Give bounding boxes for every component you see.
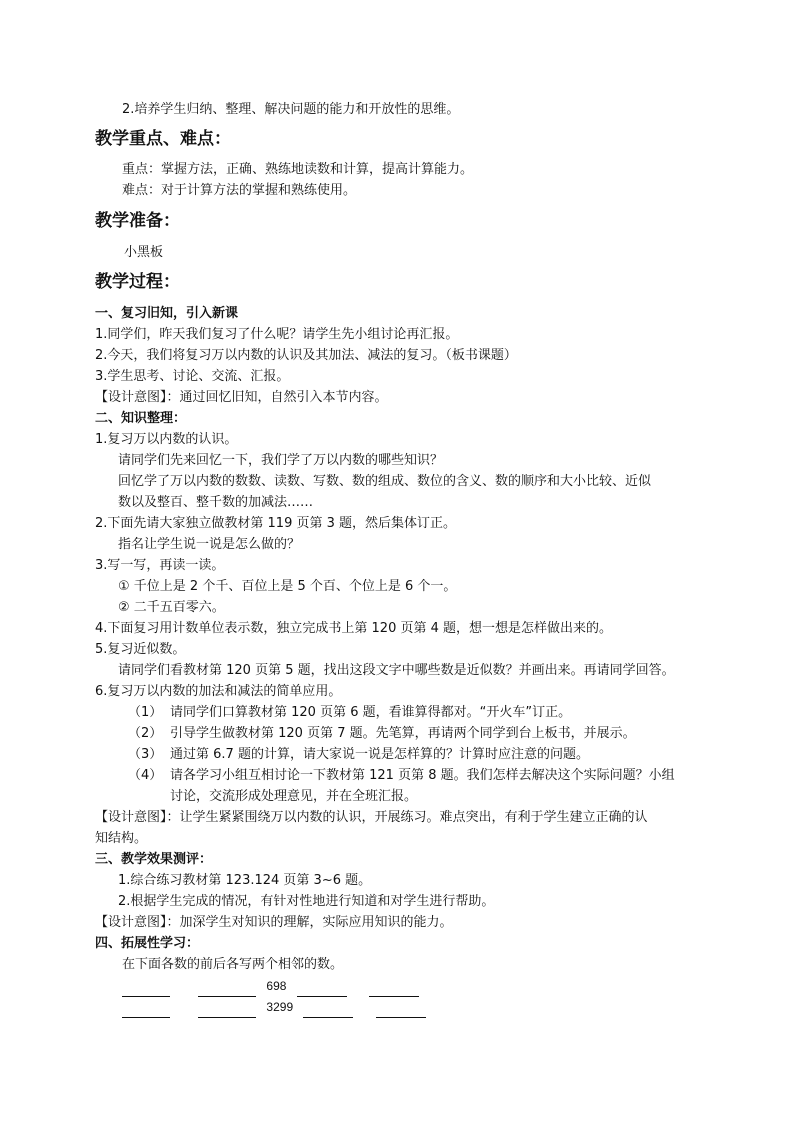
text-line: ② 二千五百零六。 xyxy=(118,600,225,615)
answer-blank[interactable] xyxy=(122,982,170,997)
text-line: 5.复习近似数。 xyxy=(95,642,186,657)
text-line: 6.复习万以内数的加法和减法的简单应用。 xyxy=(95,684,342,699)
text-line: 3.学生思考、讨论、交流、汇报。 xyxy=(95,369,290,384)
list-item-continued: 讨论，交流形成处理意见，并在全班汇报。 xyxy=(170,789,418,804)
preparation-item: 小黑板 xyxy=(124,245,164,260)
list-number: （3） xyxy=(128,747,163,762)
list-item: 引导学生做教材第 120 页第 7 题。先笔算，再请两个同学到台上板书，并展示。 xyxy=(170,726,636,741)
text-line: 2.今天，我们将复习万以内数的认识及其加法、减法的复习。（板书课题） xyxy=(95,348,517,363)
text-line: 回忆学了万以内数的数数、读数、写数、数的组成、数位的含义、数的顺序和大小比较、近似 xyxy=(118,474,652,489)
exercise-number: 698 xyxy=(266,979,287,993)
key-point-line: 重点：掌握方法，正确、熟练地读数和计算，提高计算能力。 xyxy=(122,162,474,177)
list-item: 请各学习小组互相讨论一下教材第 121 页第 8 题。我们怎样去解决这个实际问题？小组 xyxy=(170,768,675,783)
answer-blank[interactable] xyxy=(198,1003,256,1018)
difficulty-line: 难点：对于计算方法的掌握和熟练使用。 xyxy=(122,183,357,198)
exercise-row-1 xyxy=(122,976,419,997)
answer-blank[interactable] xyxy=(303,1003,353,1018)
section-4-heading: 四、拓展性学习： xyxy=(95,936,200,951)
text-line: 2.下面先请大家独立做教材第 119 页第 3 题，然后集体订正。 xyxy=(95,516,457,531)
exercise-instruction: 在下面各数的前后各写两个相邻的数。 xyxy=(122,957,344,972)
section-1-heading: 一、复习旧知，引入新课 xyxy=(95,306,239,321)
exercise-number: 3299 xyxy=(266,1000,294,1014)
list-number: （2） xyxy=(128,726,163,741)
design-intent-1: 【设计意图】：通过回忆旧知，自然引入本节内容。 xyxy=(95,390,388,405)
text-line: 请同学们看教材第 120 页第 5 题，找出这段文字中哪些数是近似数？并画出来。再请同学回答。 xyxy=(118,663,675,678)
design-intent-3: 【设计意图】：加深学生对知识的理解，实际应用知识的能力。 xyxy=(95,915,453,930)
design-intent-2: 【设计意图】：让学生紧紧围绕万以内数的认识，开展练习。难点突出，有利于学生建立正确的认 xyxy=(95,810,648,825)
answer-blank[interactable] xyxy=(369,982,419,997)
answer-blank[interactable] xyxy=(297,982,347,997)
text-line: ① 千位上是 2 个千、百位上是 5 个百、个位上是 6 个一。 xyxy=(118,579,457,594)
text-line: 4.下面复习用计数单位表示数，独立完成书上第 120 页第 4 题，想一想是怎样做出来的。 xyxy=(95,621,613,636)
list-item: 通过第 6.7 题的计算，请大家说一说是怎样算的？计算时应注意的问题。 xyxy=(170,747,589,762)
text-line: 3.写一写，再读一读。 xyxy=(95,558,225,573)
heading-process: 教学过程： xyxy=(95,272,180,292)
exercise-row-2 xyxy=(122,997,426,1018)
answer-blank[interactable] xyxy=(198,982,256,997)
text-line: 数以及整百、整千数的加减法…… xyxy=(118,495,314,510)
answer-blank[interactable] xyxy=(122,1003,170,1018)
list-number: （4） xyxy=(128,768,163,783)
list-item: 请同学们口算教材第 120 页第 6 题，看谁算得都对。“开火车”订正。 xyxy=(170,705,572,720)
text-line: 请同学们先来回忆一下，我们学了万以内数的哪些知识？ xyxy=(118,453,444,468)
section-2-heading: 二、知识整理： xyxy=(95,411,187,426)
text-line: 1.复习万以内数的认识。 xyxy=(95,432,238,447)
list-number: （1） xyxy=(128,705,163,720)
text-line: 2.根据学生完成的情况，有针对性地进行知道和对学生进行帮助。 xyxy=(118,894,495,909)
heading-key-points: 教学重点、难点： xyxy=(95,129,231,149)
text-line: 指名让学生说一说是怎么做的？ xyxy=(118,537,301,552)
answer-blank[interactable] xyxy=(376,1003,426,1018)
goal-line-2: 2.培养学生归纳、整理、解决问题的能力和开放性的思维。 xyxy=(122,102,460,117)
heading-preparation: 教学准备： xyxy=(95,211,180,231)
design-intent-2-continued: 知结构。 xyxy=(95,831,148,846)
text-line: 1.综合练习教材第 123.124 页第 3~6 题。 xyxy=(118,873,372,888)
text-line: 1.同学们，昨天我们复习了什么呢？请学生先小组讨论再汇报。 xyxy=(95,327,459,342)
section-3-heading: 三、教学效果测评： xyxy=(95,852,213,867)
